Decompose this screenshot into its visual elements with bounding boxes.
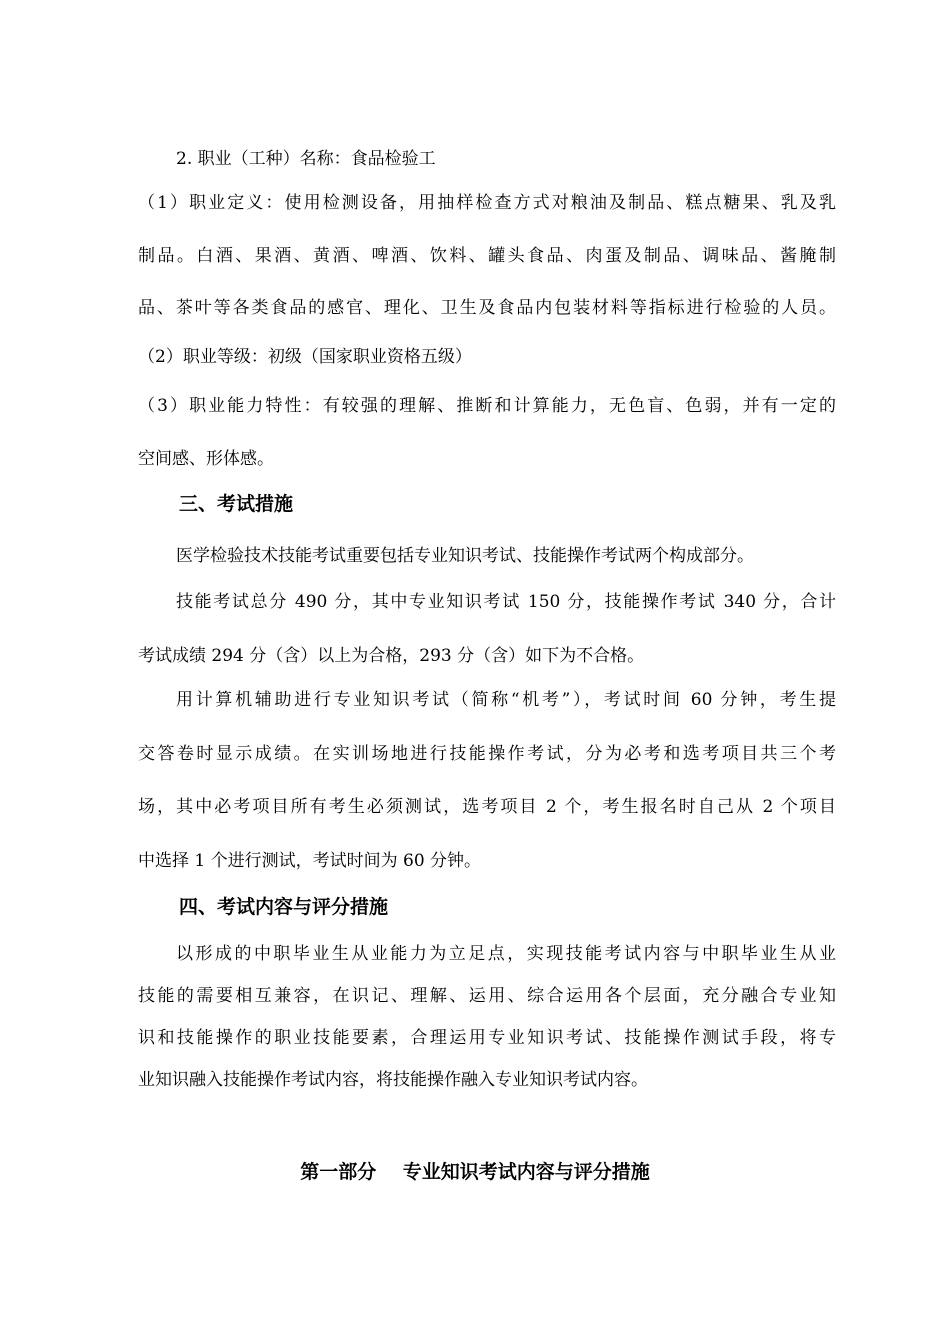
content-line-1: 以形成的中职毕业生从业能力为立足点，实现技能考试内容与中职毕业生从业 xyxy=(176,944,836,964)
exam-method-line-3: 场，其中必考项目所有考生必须测试，选考项目 2 个，考生报名时自己从 2 个项目 xyxy=(138,797,836,817)
exam-method-line-4: 中选择 1 个进行测试，考试时间为 60 分钟。 xyxy=(138,851,482,871)
definition-line-1: （1）职业定义：使用检测设备，用抽样检查方式对粮油及制品、糕点糖果、乳及乳 xyxy=(138,193,836,213)
score-line-2: 考试成绩 294 分（含）以上为合格，293 分（含）如下为不合格。 xyxy=(138,646,645,666)
section-heading-exam-measures: 三、考试措施 xyxy=(179,493,294,515)
exam-composition: 医学检验技术技能考试重要包括专业知识考试、技能操作考试两个构成部分。 xyxy=(176,546,754,566)
score-line-1: 技能考试总分 490 分，其中专业知识考试 150 分，技能操作考试 340 分，合计 xyxy=(176,592,836,612)
content-line-3: 识和技能操作的职业技能要素，合理运用专业知识考试、技能操作测试手段，将专 xyxy=(138,1028,836,1048)
ability-line-1: （3）职业能力特性：有较强的理解、推断和计算能力，无色盲、色弱，并有一定的 xyxy=(138,396,836,416)
content-line-4: 业知识融入技能操作考试内容，将技能操作融入专业知识考试内容。 xyxy=(138,1070,648,1090)
content-line-2: 技能的需要相互兼容，在识记、理解、运用、综合运用各个层面，充分融合专业知 xyxy=(138,986,836,1006)
section-heading-exam-content: 四、考试内容与评分措施 xyxy=(179,896,389,918)
part-one-heading: 第一部分 专业知识考试内容与评分措施 xyxy=(300,1161,650,1183)
occupation-grade: （2）职业等级：初级（国家职业资格五级） xyxy=(138,347,472,367)
occupation-name: 2. 职业（工种）名称：食品检验工 xyxy=(176,149,436,169)
exam-method-line-2: 交答卷时显示成绩。在实训场地进行技能操作考试，分为必考和选考项目共三个考 xyxy=(138,744,836,764)
ability-line-2: 空间感、形体感。 xyxy=(138,449,274,469)
definition-line-3: 品、茶叶等各类食品的感官、理化、卫生及食品内包装材料等指标进行检验的人员。 xyxy=(138,298,836,318)
definition-line-2: 制品。白酒、果酒、黄酒、啤酒、饮料、罐头食品、肉蛋及制品、调味品、酱腌制 xyxy=(138,246,836,266)
exam-method-line-1: 用计算机辅助进行专业知识考试（简称“机考”），考试时间 60 分钟，考生提 xyxy=(176,690,836,710)
